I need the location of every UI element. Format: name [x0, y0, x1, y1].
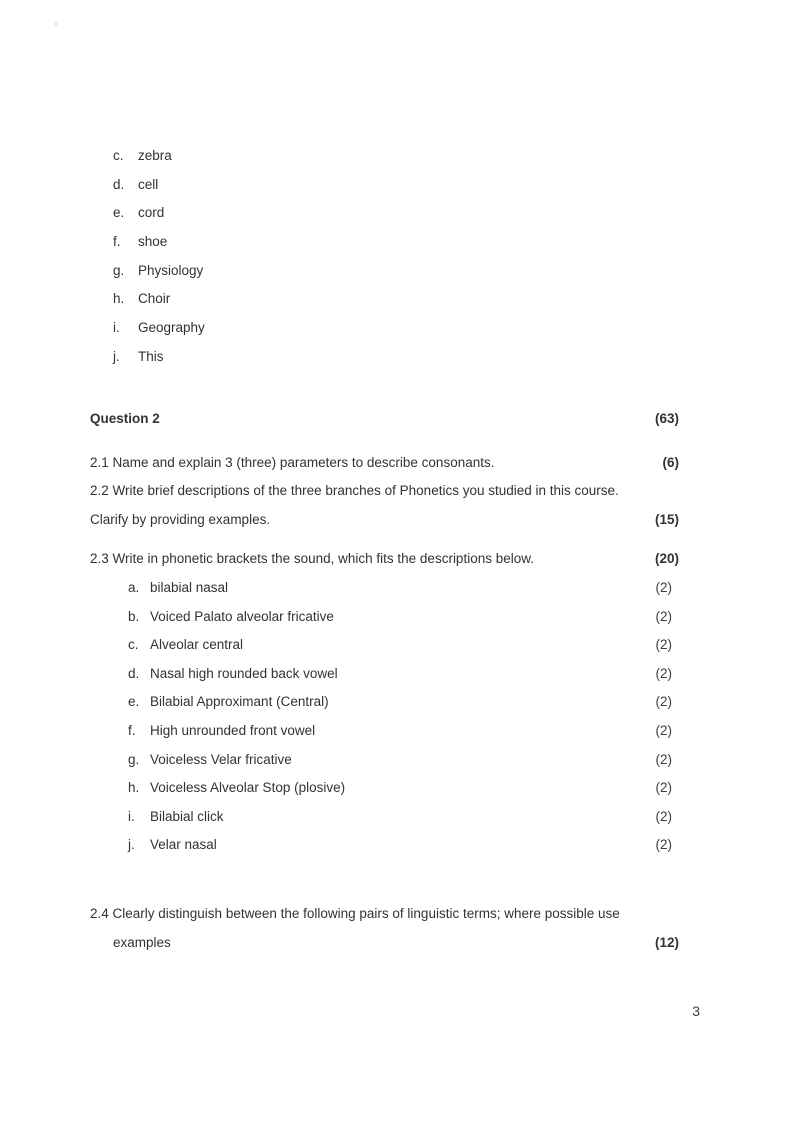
list-item-label: cell: [138, 176, 159, 192]
question-2-total-marks: (63): [654, 411, 679, 426]
list-item: [0, 148, 794, 177]
list-item: [0, 349, 794, 378]
list-item-label: cord: [138, 205, 165, 221]
list-item-marker: e.: [128, 694, 140, 710]
list-item-marker: h.: [113, 291, 125, 307]
question-2-3-text: 2.3 Write in phonetic brackets the sound, which fits the descriptions below.: [90, 551, 534, 566]
list-item: [0, 723, 794, 752]
list-item-label: This: [138, 348, 164, 364]
list-item: [0, 609, 794, 638]
question-2-2-marks: (15): [654, 512, 679, 527]
list-item-marker: f.: [128, 722, 136, 738]
list-item: [0, 205, 794, 234]
list-item-marker: e.: [113, 205, 125, 221]
list-item-label: Bilabial click: [150, 808, 224, 824]
list-item-marker: j.: [128, 837, 135, 853]
scan-artifact-speck: [54, 21, 58, 26]
list-item-marks: (2): [655, 665, 672, 681]
list-item-marker: b.: [128, 608, 140, 624]
continued-word-list: [0, 148, 794, 378]
list-item-marks: (2): [655, 808, 672, 824]
list-item-marker: f.: [113, 234, 121, 250]
list-item-label: Physiology: [138, 262, 204, 278]
list-item-label: zebra: [138, 148, 172, 163]
question-2-4-text-wrap: examples: [113, 935, 171, 950]
list-item-label: bilabial nasal: [150, 580, 229, 595]
list-item: [0, 320, 794, 349]
list-item-marker: d.: [113, 176, 125, 192]
question-2-heading: Question 2: [90, 411, 160, 426]
list-item: [0, 177, 794, 206]
list-item-label: Voiceless Velar fricative: [150, 751, 292, 767]
list-item: [0, 637, 794, 666]
list-item: [0, 780, 794, 809]
list-item-label: High unrounded front vowel: [150, 722, 316, 738]
list-item-marker: g.: [113, 262, 125, 278]
list-item: [0, 263, 794, 292]
list-item: [0, 837, 794, 866]
list-item-label: Nasal high rounded back vowel: [150, 665, 338, 681]
list-item-marker: j.: [113, 348, 120, 364]
list-item-marker: c.: [128, 637, 139, 653]
question-2-1-marks: (6): [662, 455, 679, 470]
question-2-4-marks: (12): [654, 935, 679, 950]
list-item: [0, 694, 794, 723]
list-item-marker: a.: [128, 580, 140, 595]
list-item: [0, 666, 794, 695]
list-item-label: Choir: [138, 291, 171, 307]
question-2-3-marks: (20): [654, 551, 679, 566]
list-item-label: Alveolar central: [150, 637, 244, 653]
list-item-label: shoe: [138, 234, 168, 250]
list-item-marker: i.: [128, 808, 135, 824]
list-item: [0, 234, 794, 263]
list-item: [0, 752, 794, 781]
list-item-marks: (2): [655, 694, 672, 710]
question-2-4-text: 2.4 Clearly distinguish between the following pairs of linguistic terms; where possible use: [90, 906, 620, 921]
list-item-marker: c.: [113, 148, 124, 163]
list-item-label: Velar nasal: [150, 837, 217, 853]
question-2-3-sub-list: [0, 580, 794, 866]
list-item-marks: (2): [655, 580, 672, 595]
list-item-label: Voiced Palato alveolar fricative: [150, 608, 334, 624]
question-2-2-text-wrap: Clarify by providing examples.: [90, 512, 271, 527]
list-item: [0, 809, 794, 838]
list-item-label: Geography: [138, 320, 205, 336]
list-item-marks: (2): [655, 780, 672, 796]
list-item-label: Bilabial Approximant (Central): [150, 694, 329, 710]
list-item: [0, 580, 794, 609]
list-item-marker: h.: [128, 780, 140, 796]
list-item-marks: (2): [655, 837, 672, 853]
list-item-label: Voiceless Alveolar Stop (plosive): [150, 780, 346, 796]
page-number: 3: [692, 1003, 700, 1019]
list-item-marker: g.: [128, 751, 140, 767]
list-item-marks: (2): [655, 751, 672, 767]
question-2-2-text: 2.2 Write brief descriptions of the three branches of Phonetics you studied in this course.: [90, 483, 619, 498]
list-item-marks: (2): [655, 608, 672, 624]
list-item: [0, 291, 794, 320]
list-item-marker: d.: [128, 665, 140, 681]
list-item-marks: (2): [655, 722, 672, 738]
question-2-1-text: 2.1 Name and explain 3 (three) parameters to describe consonants.: [90, 455, 495, 470]
list-item-marker: i.: [113, 320, 120, 336]
list-item-marks: (2): [655, 637, 672, 653]
